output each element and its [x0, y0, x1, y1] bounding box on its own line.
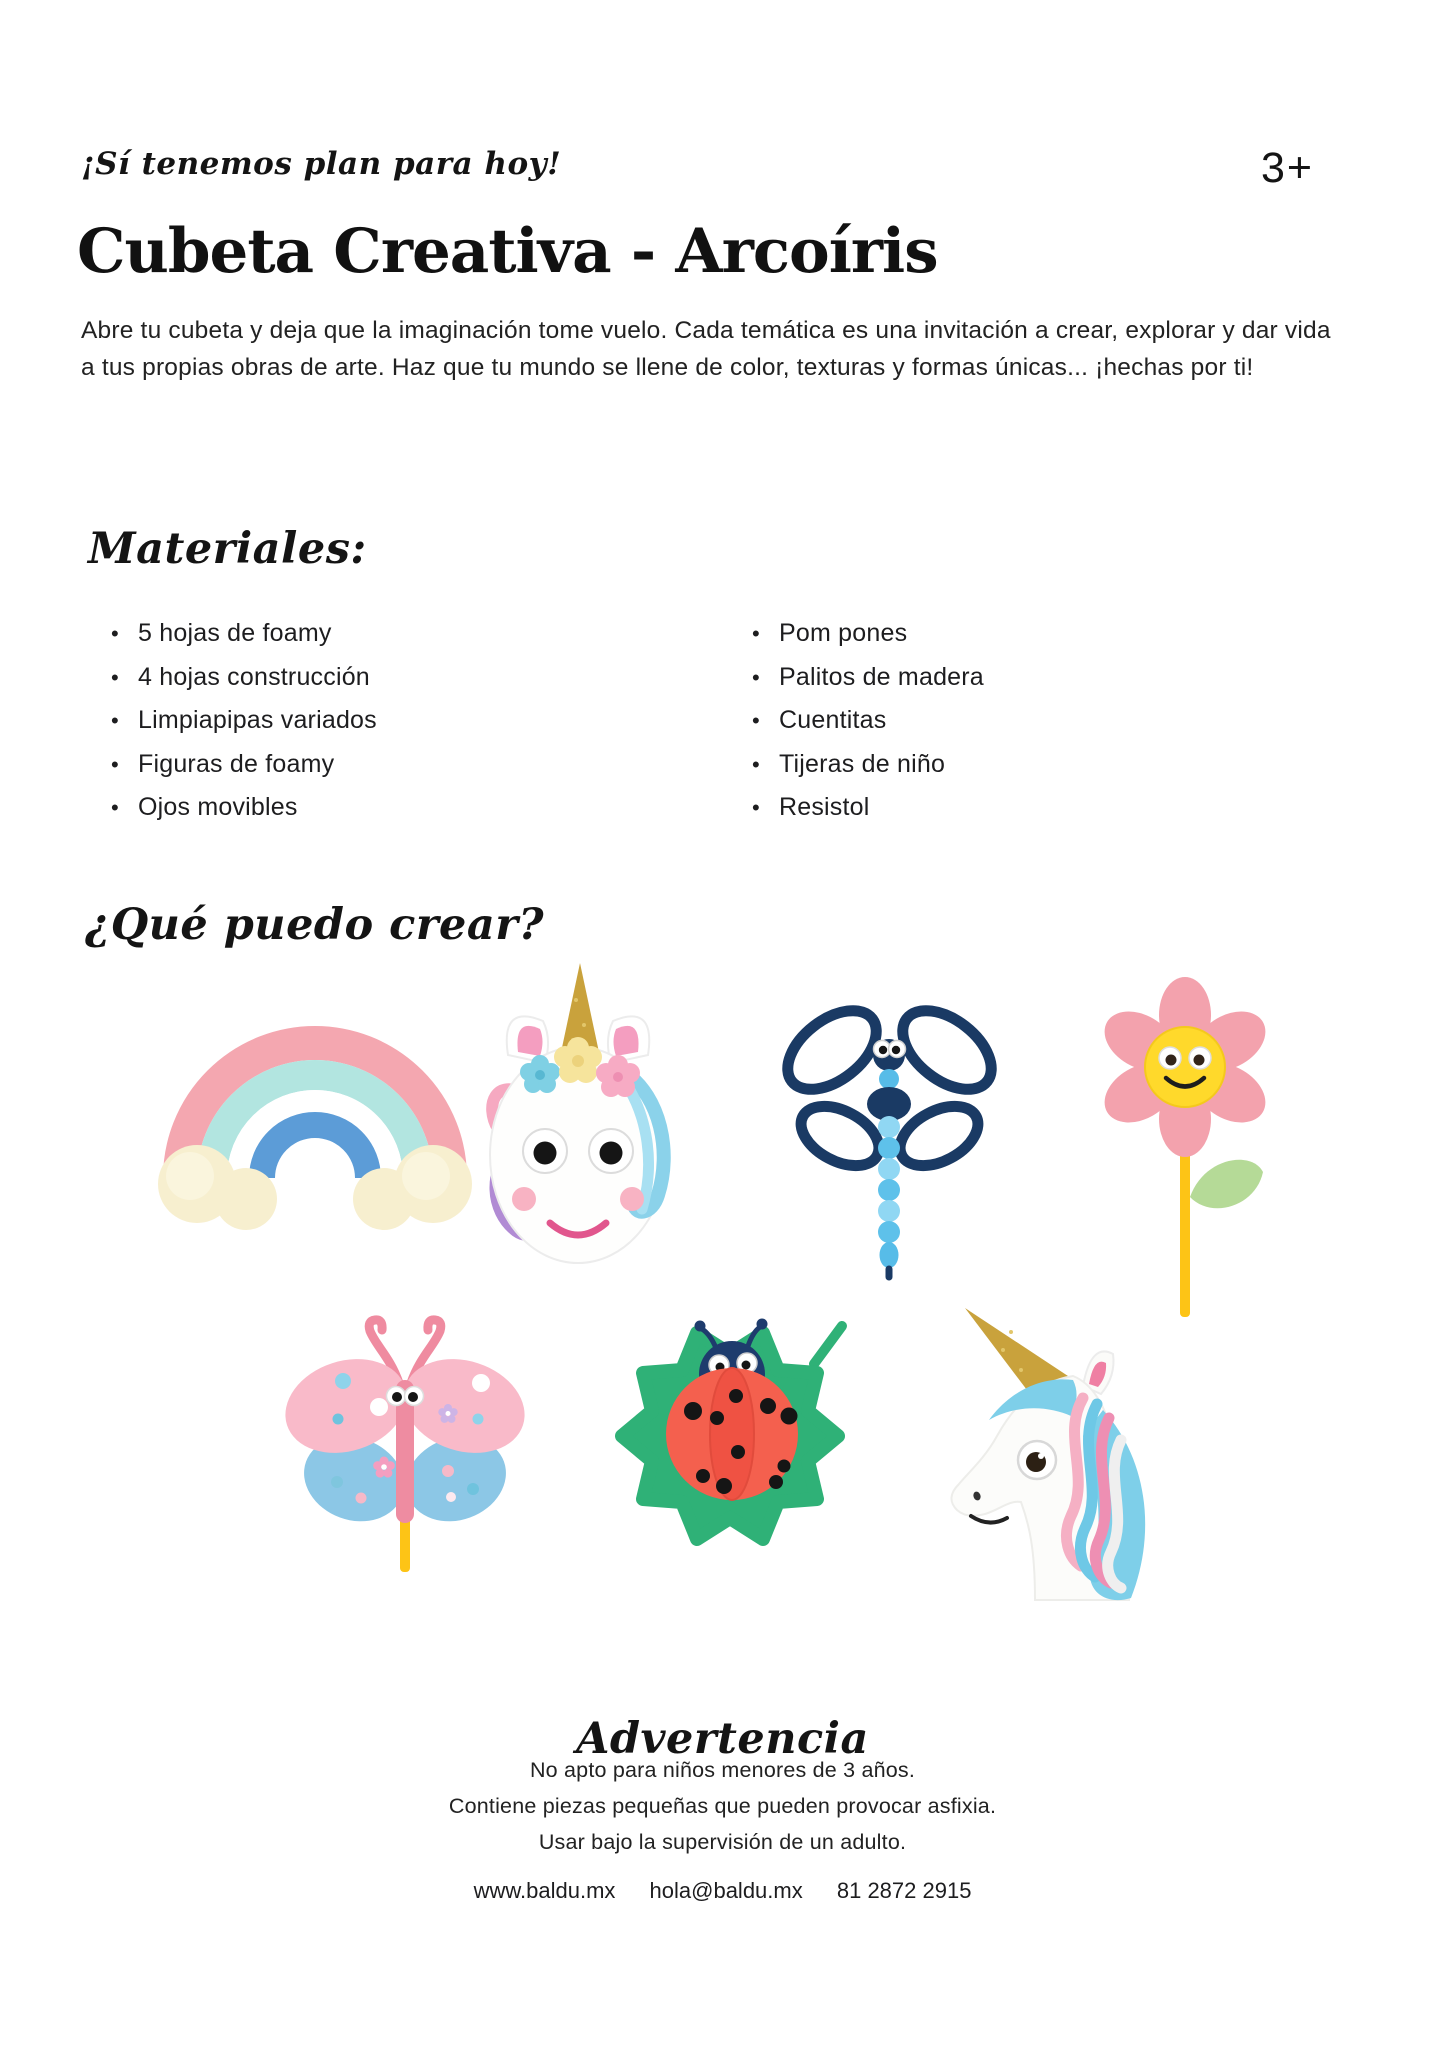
footer-website: www.baldu.mx [473, 1878, 616, 1903]
unicorn-head-craft-icon [933, 1300, 1161, 1605]
material-item: • Palitos de madera [748, 656, 984, 700]
creations-heading: ¿Qué puedo crear? [85, 899, 545, 950]
ladybug-leaf-craft-icon [618, 1286, 846, 1571]
material-item: • Resistol [748, 786, 984, 830]
age-badge: 3+ [1261, 144, 1315, 192]
material-item: • Ojos movibles [107, 786, 377, 830]
dragonfly-craft-icon [762, 993, 1017, 1278]
tagline: ¡Sí tenemos plan para hoy! [81, 146, 562, 182]
material-item: • 5 hojas de foamy [107, 612, 377, 656]
material-item: • Figuras de foamy [107, 743, 377, 787]
butterfly-craft-icon [277, 1293, 533, 1578]
material-item: • Limpiapipas variados [107, 699, 377, 743]
materials-list-left [107, 612, 377, 830]
material-item: • Tijeras de niño [748, 743, 984, 787]
warning-heading: Advertencia [576, 1713, 869, 1764]
intro-paragraph: Abre tu cubeta y deja que la imaginación tome vuelo. Cada temática es una invitación a crear, explorar y dar vida a tus propias obras de arte. Haz que tu mundo se llene de color, texturas y formas únicas... ¡hechas por ti! [81, 317, 1331, 381]
material-item: • Cuentitas [748, 699, 984, 743]
footer-email: hola@baldu.mx [649, 1878, 803, 1903]
warning-line: Usar bajo la supervisión de un adulto. [538, 1830, 907, 1854]
warning-line: No apto para niños menores de 3 años. [529, 1758, 916, 1782]
unicorn-face-craft-icon [448, 955, 708, 1285]
materials-list-right [748, 612, 984, 830]
materials-heading: Materiales: [88, 523, 367, 574]
flower-craft-icon [1100, 982, 1270, 1322]
footer [0, 1878, 1445, 1904]
material-item: • 4 hojas construcción [107, 656, 377, 700]
page-title: Cubeta Creativa - Arcoíris [77, 216, 938, 287]
rainbow-craft-icon [145, 1008, 485, 1233]
footer-phone: 81 2872 2915 [836, 1878, 972, 1903]
warning-line: Contiene piezas pequeñas que pueden provocar asfixia. [448, 1794, 997, 1818]
material-item: • Pom pones [748, 612, 984, 656]
cloud-pompoms [158, 1145, 472, 1230]
